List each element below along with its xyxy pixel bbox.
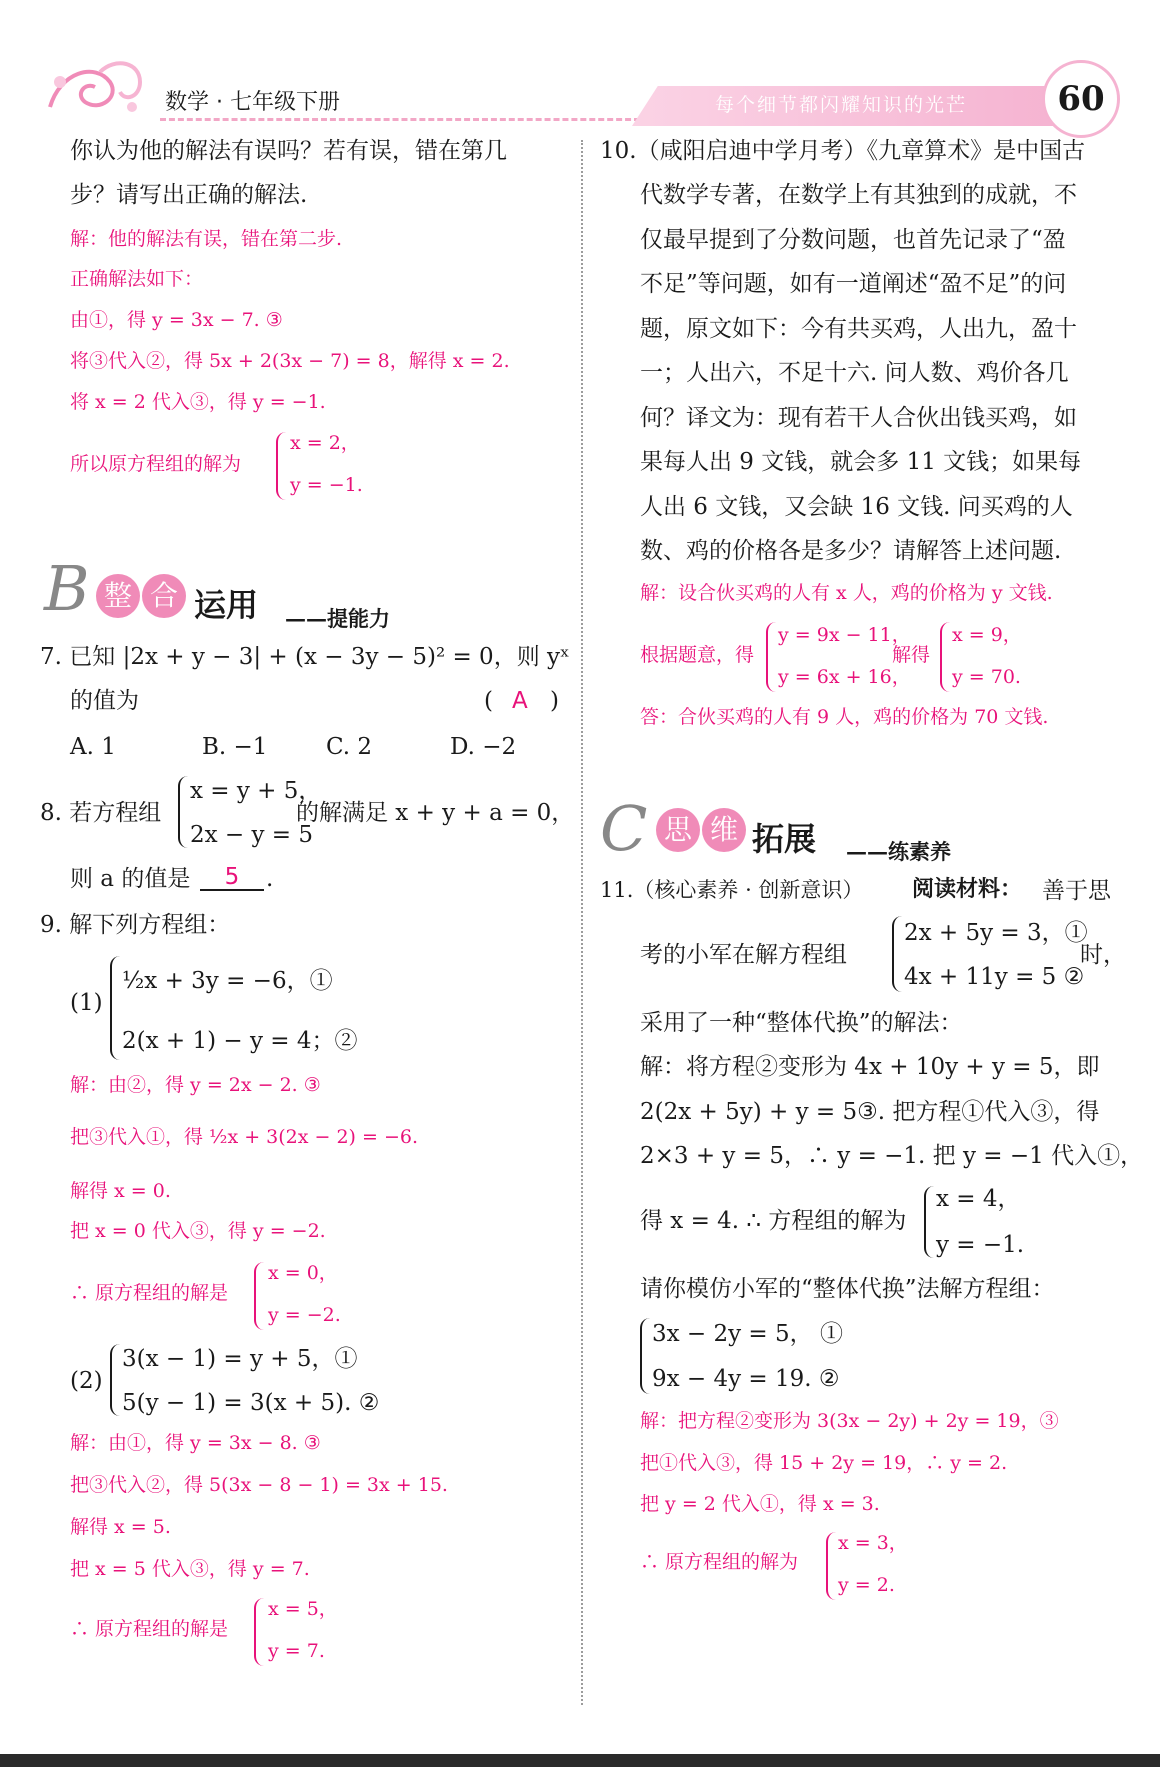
- q11-line-1-prefix: 11.（核心素养 · 创新意识）: [600, 878, 864, 902]
- section-b-letter: B: [44, 552, 90, 625]
- q7-option-d: D. −2: [450, 734, 517, 760]
- q10-line-9: 人出 6 文钱，又会缺 16 文钱. 问买鸡的人: [640, 494, 1073, 520]
- q7-option-c: C. 2: [326, 734, 373, 760]
- section-b-circle-1: 整: [96, 574, 140, 618]
- q9-part1-equation-1: ½x + 3y = −6，①: [122, 968, 333, 994]
- q11-system-eq-2: 4x + 11y = 5 ②: [904, 964, 1085, 990]
- q9-part2-solution-brace: [254, 1598, 265, 1666]
- q11-example-solution-x: x = 4，: [936, 1186, 1021, 1212]
- q11-solution-brace: [826, 1532, 837, 1600]
- q6-answer-5: 将 x = 2 代入③，得 y = −1.: [70, 391, 326, 413]
- q8-brace: [178, 776, 189, 848]
- q9-part2-brace: [110, 1344, 121, 1416]
- q7-line-1: 7. 已知 |2x + y − 3| + (x − 3y − 5)² = 0，则 yˣ: [40, 644, 570, 670]
- q9-part2-solution-x: x = 5，: [268, 1598, 338, 1620]
- q9-part2-answer-2: 把③代入②，得 5(3x − 8 − 1) = 3x + 15.: [70, 1474, 448, 1496]
- q11-line-7-prefix: 得 x = 4. ∴ 方程组的解为: [640, 1208, 907, 1234]
- q9-part1-solution-x: x = 0，: [268, 1262, 338, 1284]
- header-ornament: [40, 52, 150, 122]
- q10-line-8: 果每人出 9 文钱，就会多 11 文钱；如果每: [640, 449, 1082, 475]
- q10-answer-2-prefix: 根据题意，得: [640, 644, 755, 666]
- section-c-letter: C: [600, 792, 648, 865]
- header-subject: 数学 · 七年级下册: [165, 90, 340, 115]
- q11-line-5: 2(2x + 5y) + y = 5③. 把方程①代入③，得: [640, 1099, 1100, 1125]
- section-b-circle-2: 合: [142, 574, 186, 618]
- q11-answer-2: 把①代入③，得 15 + 2y = 19，∴ y = 2.: [640, 1452, 1008, 1474]
- q11-answer-4: ∴ 原方程组的解为: [640, 1551, 799, 1573]
- q7-answer: A: [512, 688, 528, 714]
- section-c-title: 拓展: [752, 820, 817, 858]
- q9-part1-brace: [110, 956, 121, 1060]
- q9-part1-equation-2: 2(x + 1) − y = 4；②: [122, 1028, 358, 1054]
- q10-line-3: 仅最早提到了分数问题，也首先记录了“盈: [640, 227, 1066, 253]
- q8-line-2-start: 则 a 的值是: [70, 866, 191, 892]
- q6-answer-6: 所以原方程组的解为: [70, 453, 242, 475]
- q10-line-1: 10.（咸阳启迪中学月考）《九章算术》是中国古: [600, 138, 1086, 164]
- q10-solution-brace: [940, 622, 951, 692]
- q11-system-eq-1: 2x + 5y = 3，①: [904, 920, 1088, 946]
- q9-part2-equation-2: 5(y − 1) = 3(x + 5). ②: [122, 1390, 380, 1416]
- q9-part1-answer-5: ∴ 原方程组的解是: [70, 1282, 229, 1304]
- q9-part2-label: (2): [70, 1368, 103, 1394]
- bottom-edge-strip: [0, 1754, 1160, 1767]
- q9-part2-answer-4: 把 x = 5 代入③，得 y = 7.: [70, 1558, 310, 1580]
- q9-part2-answer-1: 解：由①，得 y = 3x − 8. ③: [70, 1432, 321, 1454]
- q6-text-line-1: 你认为他的解法有误吗？若有误，错在第几: [70, 138, 507, 164]
- q11-line-3: 采用了一种“整体代换”的解法：: [640, 1010, 963, 1036]
- q11-solution-x: x = 3，: [838, 1532, 908, 1554]
- q10-system-eq-1: y = 9x − 11，: [778, 624, 911, 646]
- q11-line-4: 解：将方程②变形为 4x + 10y + y = 5，即: [640, 1054, 1100, 1080]
- q11-task-eq-1: 3x − 2y = 5， ①: [652, 1321, 843, 1347]
- q8-equation-1: x = y + 5，: [190, 778, 322, 804]
- q10-answer-3: 答：合伙买鸡的人有 9 人，鸡的价格为 70 文钱.: [640, 706, 1049, 728]
- q7-answer-paren-close: ): [550, 688, 559, 714]
- q8-line-2-end: .: [266, 866, 274, 892]
- q11-task-brace: [640, 1318, 651, 1394]
- q11-example-solution-brace: [924, 1186, 935, 1258]
- q6-answer-1: 解：他的解法有误，错在第二步.: [70, 228, 343, 250]
- q9-part1-answer-3: 解得 x = 0.: [70, 1180, 171, 1202]
- q10-answer-1: 解：设合伙买鸡的人有 x 人，鸡的价格为 y 文钱.: [640, 582, 1053, 604]
- q9-part2-solution-y: y = 7.: [268, 1640, 325, 1662]
- q9-part1-solution-brace: [254, 1262, 265, 1330]
- q11-example-solution-y: y = −1.: [936, 1232, 1025, 1258]
- q8-prefix: 8. 若方程组: [40, 800, 162, 826]
- q9-title: 9. 解下列方程组：: [40, 912, 231, 938]
- q10-line-5: 题，原文如下：今有共买鸡，人出九，盈十: [640, 316, 1077, 342]
- q11-system-brace: [892, 916, 903, 992]
- q10-solve-label: 解得: [892, 644, 931, 666]
- q7-answer-paren-open: (: [484, 688, 493, 714]
- q7-line-2: 的值为: [70, 688, 139, 714]
- q6-answer-4: 将③代入②，得 5x + 2(3x − 7) = 8，解得 x = 2.: [70, 350, 510, 372]
- q7-option-b: B. −1: [202, 734, 268, 760]
- q11-answer-1: 解：把方程②变形为 3(3x − 2y) + 2y = 19，③: [640, 1410, 1059, 1432]
- q6-text-line-2: 步？请写出正确的解法.: [70, 182, 308, 208]
- q11-line-2-prefix: 考的小军在解方程组: [640, 942, 847, 968]
- q8-equation-2: 2x − y = 5: [190, 822, 314, 848]
- q6-solution-y: y = −1.: [290, 474, 363, 496]
- q9-part1-label: (1): [70, 990, 103, 1016]
- q10-line-2: 代数学专著，在数学上有其独到的成就，不: [640, 182, 1077, 208]
- q10-line-10: 数、鸡的价格各是多少？请解答上述问题.: [640, 538, 1062, 564]
- section-c-subtitle: ——练素养: [846, 839, 951, 864]
- q10-system-brace: [766, 622, 777, 692]
- q11-line-2-suffix: 时，: [1080, 942, 1126, 968]
- q6-answer-3: 由①，得 y = 3x − 7. ③: [70, 309, 283, 331]
- q11-solution-y: y = 2.: [838, 1574, 895, 1596]
- q9-part1-answer-4: 把 x = 0 代入③，得 y = −2.: [70, 1220, 326, 1242]
- header-slogan: 每个细节都闪耀知识的光芒: [715, 94, 968, 116]
- section-c-circle-2: 维: [702, 808, 746, 852]
- q6-answer-2: 正确解法如下：: [70, 268, 204, 290]
- q10-line-6: 一；人出六，不足十六. 问人数、鸡价各几: [640, 360, 1069, 386]
- page-number: 60: [1042, 60, 1120, 138]
- q9-part1-solution-y: y = −2.: [268, 1304, 341, 1326]
- q11-line-8: 请你模仿小军的“整体代换”法解方程组：: [640, 1276, 1055, 1302]
- q11-line-1-bold: 阅读材料：: [912, 877, 1023, 902]
- q10-system-eq-2: y = 6x + 16，: [778, 666, 911, 688]
- q11-task-eq-2: 9x − 4y = 19. ②: [652, 1366, 840, 1392]
- q6-solution-x: x = 2，: [290, 432, 360, 454]
- q9-part2-answer-5: ∴ 原方程组的解是: [70, 1618, 229, 1640]
- section-c-circle-1: 思: [656, 808, 700, 852]
- header-dashed-rule: [160, 118, 640, 121]
- q10-line-4: 不足”等问题，如有一道阐述“盈不足”的问: [640, 271, 1067, 297]
- column-divider: [581, 140, 583, 1705]
- q10-solution-y: y = 70.: [952, 666, 1021, 688]
- section-b-title: 运用: [194, 586, 259, 624]
- q9-part1-answer-1: 解：由②，得 y = 2x − 2. ③: [70, 1074, 321, 1096]
- q10-solution-x: x = 9，: [952, 624, 1022, 646]
- section-b-subtitle: ——提能力: [285, 606, 390, 631]
- q6-solution-brace: [276, 432, 287, 500]
- q11-line-1-suffix: 善于思: [1042, 878, 1111, 904]
- q8-suffix: 的解满足 x + y + a = 0，: [296, 800, 575, 826]
- q9-part2-answer-3: 解得 x = 5.: [70, 1516, 171, 1538]
- q10-line-7: 何？译文为：现有若干人合伙出钱买鸡，如: [640, 405, 1077, 431]
- q9-part1-answer-2: 把③代入①，得 ½x + 3(2x − 2) = −6.: [70, 1126, 419, 1148]
- q7-option-a: A. 1: [70, 734, 116, 760]
- q9-part2-equation-1: 3(x − 1) = y + 5，①: [122, 1346, 358, 1372]
- q11-answer-3: 把 y = 2 代入①，得 x = 3.: [640, 1493, 880, 1515]
- q8-answer-blank: 5: [200, 866, 264, 891]
- q11-line-6: 2×3 + y = 5，∴ y = −1. 把 y = −1 代入①，: [640, 1143, 1144, 1169]
